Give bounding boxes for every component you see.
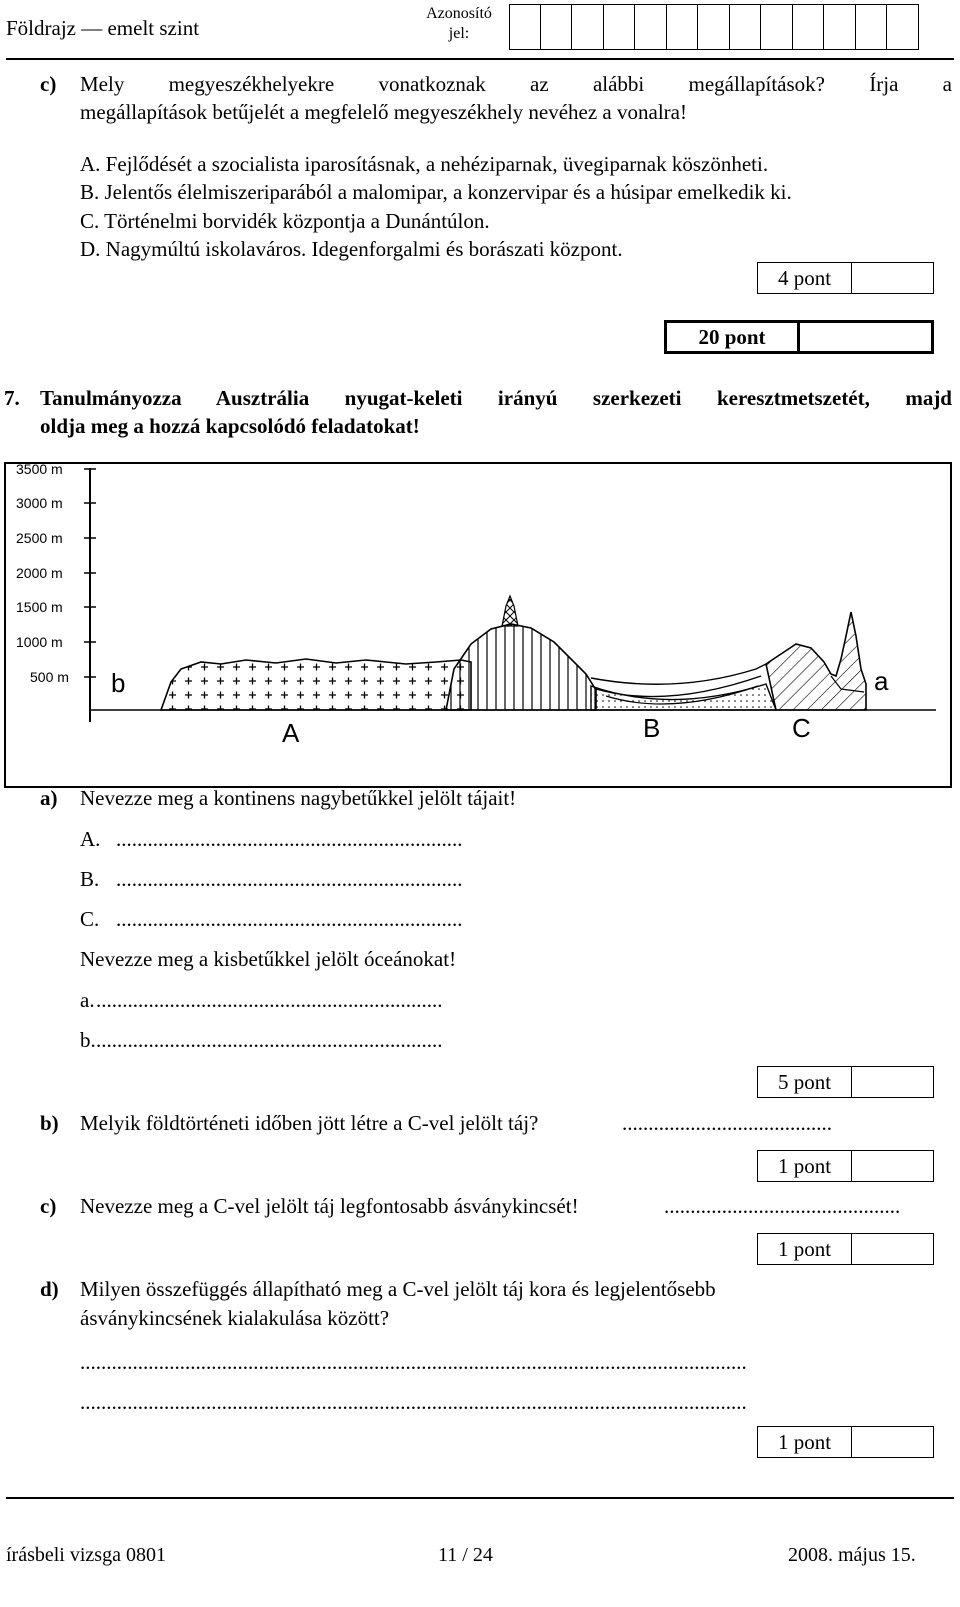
- points-box-6c: [757, 262, 934, 294]
- task6c-label: c): [40, 72, 57, 96]
- y-label-3000: 3000 m: [16, 495, 63, 511]
- total-points-entry[interactable]: [800, 323, 931, 351]
- id-box[interactable]: [824, 4, 856, 50]
- statement-c: C. Történelmi borvidék központja a Dunántúlon.: [80, 209, 490, 233]
- task7b-question: Melyik földtörténeti időben jött létre a C-vel jelölt táj?: [80, 1111, 539, 1135]
- id-box[interactable]: [635, 4, 667, 50]
- task7c-label: c): [40, 1194, 57, 1218]
- answer-dots: ..................................................................: [96, 988, 443, 1012]
- region-a-plateau: [161, 659, 471, 710]
- answer-dots: ..................................................................: [116, 907, 463, 931]
- points-label: 1 pont: [758, 1234, 852, 1264]
- points-entry[interactable]: [852, 1067, 933, 1097]
- id-label-line2: jel:: [448, 25, 470, 42]
- id-box[interactable]: [793, 4, 825, 50]
- ocean-label-b: b: [111, 668, 126, 698]
- task7b-label: b): [40, 1111, 59, 1135]
- answer-line-A[interactable]: [80, 827, 463, 852]
- id-label: [420, 4, 498, 44]
- answer-line-a[interactable]: [80, 988, 443, 1013]
- task7d-answer-line-2[interactable]: ...............................................................................................................................: [80, 1390, 747, 1414]
- points-label: 1 pont: [758, 1427, 852, 1457]
- points-label: 1 pont: [758, 1151, 852, 1181]
- id-label-line1: Azonosító: [426, 5, 492, 22]
- points-label: 5 pont: [758, 1067, 852, 1097]
- id-box[interactable]: [572, 4, 604, 50]
- footer-page-number: 11 / 24: [438, 1544, 493, 1566]
- task7a-question1: Nevezze meg a kontinens nagybetűkkel jelölt tájait!: [80, 786, 517, 810]
- answer-line-b[interactable]: [80, 1028, 443, 1053]
- total-points-box: [664, 320, 934, 354]
- statement-a: A. Fejlődését a szocialista iparosításnak, a nehéziparnak, üvegiparnak köszönheti.: [80, 152, 769, 176]
- points-entry[interactable]: [852, 263, 933, 293]
- answer-dots: ..................................................................: [96, 1028, 443, 1052]
- task7a-question2: Nevezze meg a kisbetűkkel jelölt óceánokat!: [80, 947, 457, 971]
- task6c-question-line2: megállapítások betűjelét a megfelelő megyeszékhely nevéhez a vonalra!: [80, 100, 687, 124]
- task6c-question-line1: Mely megyeszékhelyekre vonatkoznak az alábbi megállapítások? Írja a: [80, 72, 952, 96]
- answer-dots: ..................................................................: [116, 867, 463, 891]
- points-box-7b: [757, 1150, 934, 1182]
- task7d-question-line1: Milyen összefüggés állapítható meg a C-vel jelölt táj kora és legjelentősebb: [80, 1277, 716, 1301]
- ocean-label-a: a: [874, 666, 889, 696]
- task7-number: 7.: [4, 386, 20, 410]
- region-b-basin: [591, 684, 776, 710]
- task7c-question: Nevezze meg a C-vel jelölt táj legfontosabb ásványkincsét!: [80, 1194, 579, 1218]
- answer-line-C[interactable]: [80, 907, 463, 932]
- answer-prefix-C: C.: [80, 907, 100, 931]
- answer-prefix-a: a.: [80, 988, 95, 1012]
- task7-title-line1: Tanulmányozza Ausztrália nyugat-keleti irányú szerkezeti keresztmetszetét, majd: [40, 386, 952, 410]
- y-label-2500: 2500 m: [16, 530, 63, 546]
- task7d-question-line2: ásványkincsének kialakulása között?: [80, 1306, 390, 1330]
- task7-title-line2: oldja meg a hozzá kapcsolódó feladatokat!: [40, 414, 420, 438]
- id-box[interactable]: [541, 4, 573, 50]
- region-c-highlands: [766, 612, 866, 710]
- cross-section-figure: [4, 462, 952, 788]
- statement-d: D. Nagymúltú iskolaváros. Idegenforgalmi és borászati központ.: [80, 237, 623, 261]
- points-box-7a: [757, 1066, 934, 1098]
- footer-date: 2008. május 15.: [788, 1544, 916, 1566]
- answer-prefix-A: A.: [80, 827, 101, 851]
- y-label-1500: 1500 m: [16, 599, 63, 615]
- answer-prefix-b: b.: [80, 1028, 96, 1052]
- header-title: Földrajz — emelt szint: [6, 16, 200, 40]
- id-box[interactable]: [667, 4, 699, 50]
- id-box[interactable]: [887, 4, 919, 50]
- points-entry[interactable]: [852, 1151, 933, 1181]
- region-label-b: B: [643, 713, 661, 743]
- answer-line-B[interactable]: [80, 867, 463, 892]
- id-code-boxes[interactable]: [509, 4, 919, 50]
- id-box[interactable]: [761, 4, 793, 50]
- answer-dots: ..................................................................: [116, 827, 463, 851]
- footer-rule: [6, 1497, 954, 1499]
- peak: [502, 596, 518, 626]
- statement-b: B. Jelentős élelmiszeriparából a malomipar, a konzervipar és a húsipar emelkedik ki.: [80, 180, 792, 204]
- task7d-label: d): [40, 1277, 59, 1301]
- id-box[interactable]: [698, 4, 730, 50]
- total-points-label: 20 pont: [667, 323, 800, 351]
- points-box-7d: [757, 1426, 934, 1458]
- cross-section-svg: [6, 464, 950, 786]
- task7d-answer-line-1[interactable]: ...............................................................................................................................: [80, 1350, 747, 1374]
- y-label-1000: 1000 m: [16, 634, 63, 650]
- header-rule: [6, 58, 954, 60]
- region-label-a: A: [282, 718, 300, 748]
- id-box[interactable]: [730, 4, 762, 50]
- id-box[interactable]: [604, 4, 636, 50]
- region-label-c: C: [792, 713, 811, 743]
- central-uplift: [446, 624, 596, 710]
- points-label: 4 pont: [758, 263, 852, 293]
- task7a-label: a): [40, 786, 58, 810]
- y-label-2000: 2000 m: [16, 565, 63, 581]
- id-box[interactable]: [856, 4, 888, 50]
- task7c-answer-dots[interactable]: .............................................: [664, 1194, 901, 1218]
- points-entry[interactable]: [852, 1427, 933, 1457]
- answer-prefix-B: B.: [80, 867, 100, 891]
- points-entry[interactable]: [852, 1234, 933, 1264]
- y-label-3500: 3500 m: [16, 464, 63, 477]
- task7b-answer-dots[interactable]: ........................................: [622, 1111, 832, 1135]
- id-box[interactable]: [509, 4, 541, 50]
- y-label-500: 500 m: [30, 669, 69, 685]
- footer-left: írásbeli vizsga 0801: [6, 1544, 166, 1566]
- points-box-7c: [757, 1233, 934, 1265]
